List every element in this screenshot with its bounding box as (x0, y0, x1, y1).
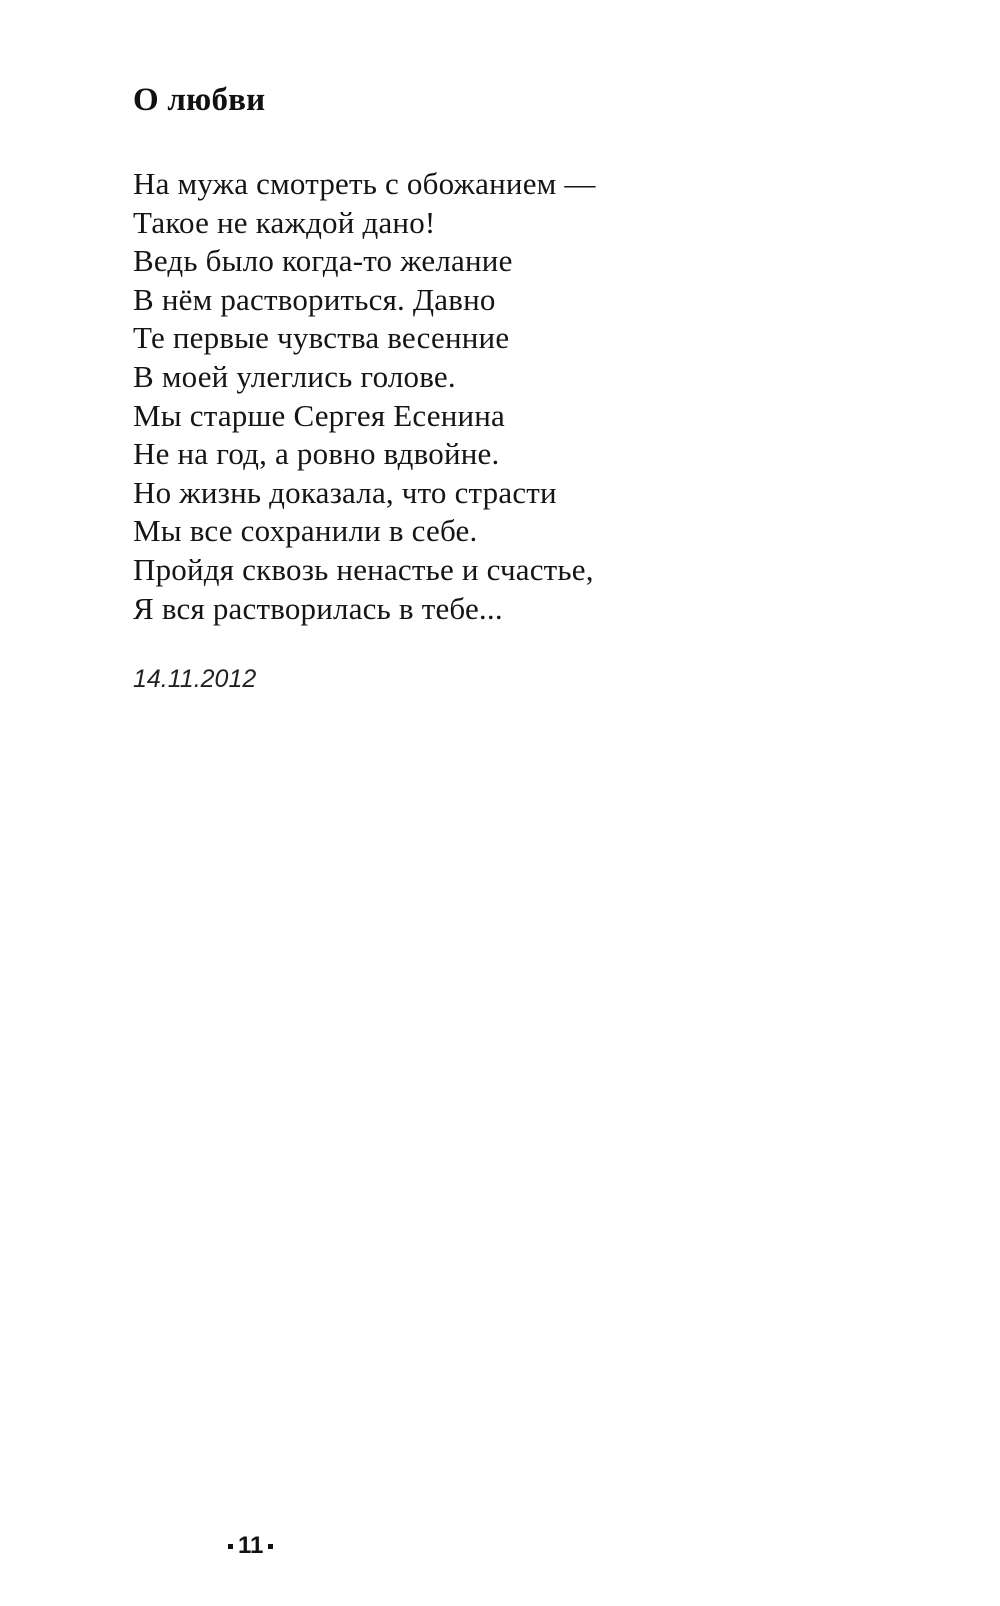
poem-line: Но жизнь доказала, что страсти (133, 474, 557, 510)
poem-line: Такое не каждой дано! (133, 204, 436, 240)
poem-line: Мы старше Сергея Есенина (133, 397, 506, 433)
poem-title: О любви (133, 82, 266, 118)
page-number (228, 1532, 273, 1560)
poem-line: Пройдя сквозь ненастье и счастье, (133, 551, 594, 587)
poem-stanza (133, 165, 596, 628)
poem-line: Не на год, а ровно вдвойне. (133, 436, 500, 472)
poem-line: Те первые чувства весенние (133, 320, 510, 356)
poem-date: 14.11.2012 (133, 665, 257, 693)
folio-dot-left (228, 1544, 233, 1549)
poem-line: На мужа смотреть с обожанием — (133, 166, 596, 201)
poem-line: В моей улеглись голове. (133, 358, 456, 394)
page-number-label: 11 (238, 1532, 264, 1559)
poem-line: Мы все сохранили в себе. (133, 513, 478, 549)
poem-line: Я вся растворилась в тебе... (133, 590, 503, 626)
poem-line: В нём раствориться. Давно (133, 281, 496, 317)
folio-dot-right (268, 1544, 273, 1549)
poem-line: Ведь было когда-то желание (133, 243, 513, 279)
